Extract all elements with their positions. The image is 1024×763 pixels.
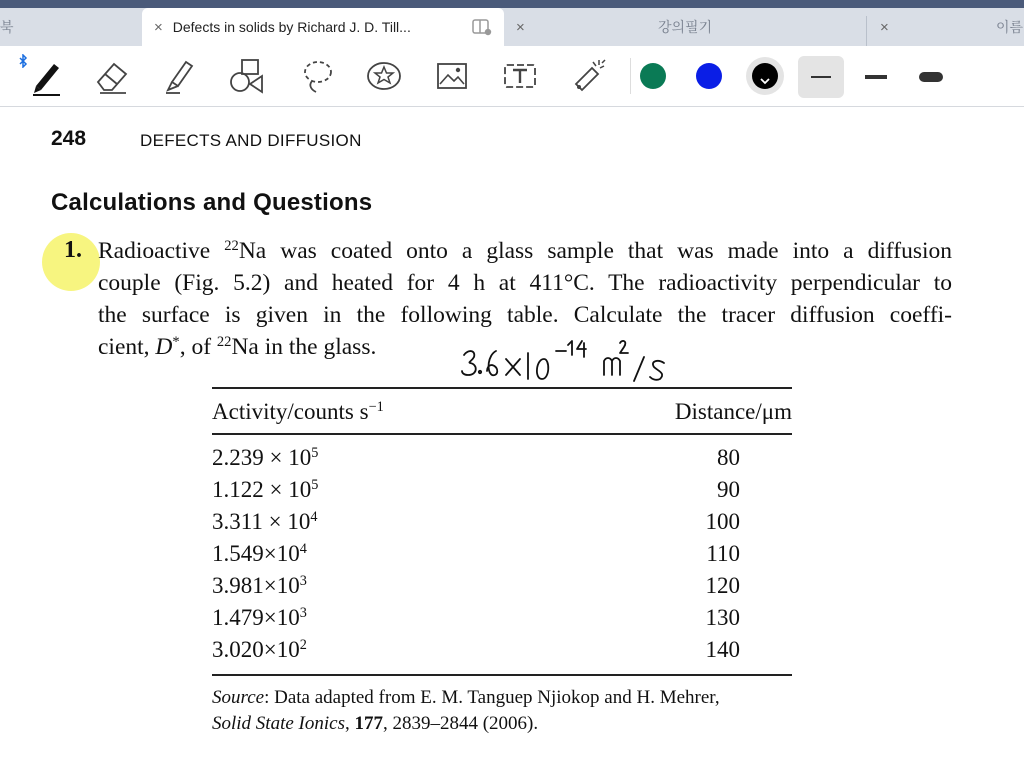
table-row: $1.122 \times 10^5$ 90 (212, 477, 740, 502)
tab-bar (0, 8, 1024, 46)
table-row: $3.311 \times 10^4$ 100 (212, 509, 740, 534)
stroke-thin-option[interactable] (798, 56, 844, 98)
handwritten-answer[interactable] (458, 335, 678, 390)
stroke-medium-option[interactable] (853, 56, 899, 98)
lasso-tool-icon[interactable] (296, 54, 340, 98)
tab-defects-in-solids[interactable] (142, 8, 504, 46)
tab-label: 강의필기 (658, 19, 713, 35)
toolbar (0, 46, 1024, 107)
color-swatch-blue[interactable] (696, 63, 722, 89)
split-view-icon[interactable] (472, 18, 492, 39)
question-line-1: Radioactive $^{22}$Na was coated onto a glass sample that was made into a diffusion (98, 238, 953, 264)
question-number: 1. (64, 237, 82, 263)
laser-pointer-tool-icon[interactable] (566, 54, 610, 98)
tab-name[interactable] (868, 8, 1024, 46)
question-line-3: the surface is given in the following table. Calculate the tracer diffusion coeffi- (98, 302, 952, 328)
pen-tool-icon[interactable] (24, 54, 68, 98)
shapes-tool-icon[interactable] (226, 54, 270, 98)
table-source-line-1: Source: Data adapted from E. M. Tanguep Njiokop and H. Mehrer, (212, 687, 720, 708)
section-title: Calculations and Questions (51, 189, 373, 216)
table-row: $1.549\times 10^4$ 110 (212, 541, 740, 566)
table-source-line-2: Solid State Ionics, 177, 2839–2844 (2006). (212, 713, 539, 734)
color-swatch-black[interactable] (752, 63, 778, 89)
handwritten-answer-ink (458, 335, 678, 385)
table-row: $2.239 \times 10^5$ 80 (212, 445, 740, 470)
status-strip (0, 0, 1024, 8)
table-row: $3.020\times 10^2$ 140 (212, 637, 740, 662)
tab-label: 이름 (996, 19, 1024, 35)
question-line-2: couple (Fig. 5.2) and heated for 4 h at 411°C. The radioactivity perpendicular to (98, 270, 952, 296)
table-top-rule (212, 387, 792, 389)
eraser-tool-icon[interactable] (90, 54, 134, 98)
close-icon[interactable]: × (880, 18, 889, 36)
close-icon[interactable]: × (154, 18, 163, 36)
running-head: DEFECTS AND DIFFUSION (140, 131, 362, 150)
table-bottom-rule (212, 674, 792, 676)
page-number: 248 (51, 127, 87, 150)
text-tool-icon[interactable] (498, 54, 542, 98)
tab-label: Defects in solids by Richard J. D. Till... (172, 19, 411, 35)
stroke-thick-icon (919, 72, 943, 82)
sticker-tool-icon[interactable] (362, 54, 406, 98)
tab-notebook[interactable] (0, 8, 140, 46)
table-header-rule (212, 433, 792, 435)
stroke-thin-icon (811, 76, 831, 78)
stroke-thick-option[interactable] (908, 56, 954, 98)
color-swatch-green[interactable] (640, 63, 666, 89)
tab-divider (866, 16, 867, 46)
tab-label: 북 (0, 19, 14, 35)
stroke-medium-icon (865, 75, 887, 79)
document-page[interactable] (0, 107, 1024, 763)
question-line-4: cient, D*, of $^{22}$Na in the glass. (98, 334, 377, 360)
tab-lecture-notes[interactable] (506, 8, 866, 46)
image-tool-icon[interactable] (430, 54, 474, 98)
toolbar-divider (630, 58, 631, 94)
table-row: $3.981\times 10^3$ 120 (212, 573, 740, 598)
chevron-down-icon (759, 72, 771, 90)
close-icon[interactable]: × (516, 18, 525, 36)
table-header-distance: Distance/μm (674, 399, 792, 424)
highlighter-tool-icon[interactable] (158, 54, 202, 98)
table-header-activity: Activity/counts $s^{-1}$ (212, 399, 384, 424)
table-row: $1.479\times 10^3$ 130 (212, 605, 740, 630)
